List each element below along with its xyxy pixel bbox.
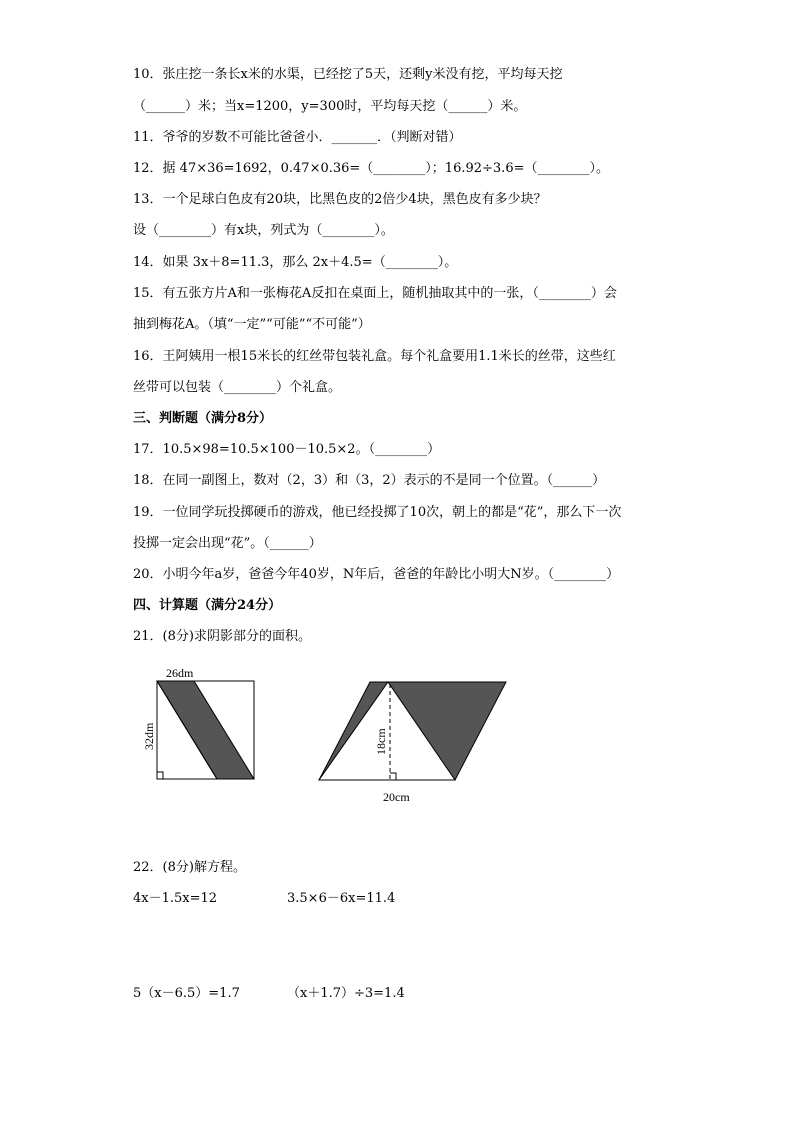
question-18: 18．在同一副图上，数对（2，3）和（3，2）表示的不是同一个位置。（______） [133, 473, 606, 488]
left-top-label: 26dm [166, 666, 194, 680]
equation-2: 3.5×6－6x=11.4 [287, 891, 396, 906]
question-16-line-2: 丝带可以包装（________）个礼盒。 [133, 380, 342, 395]
question-17: 17．10.5×98=10.5×100－10.5×2。（________） [133, 442, 441, 457]
question-15-line-2: 抽到梅花A。（填“一定”“可能”“不可能”） [133, 317, 371, 332]
question-11: 11．爷爷的岁数不可能比爸爸小．_______．（判断对错） [133, 130, 462, 145]
question-12: 12．据 47×36=1692，0.47×0.36=（________）；16.92÷3.6=（________）。 [133, 161, 609, 176]
right-base-label: 20cm [383, 790, 410, 804]
question-20: 20．小明今年a岁，爸爸今年40岁，N年后，爸爸的年龄比小明大N岁。（________） [133, 567, 620, 582]
right-height-label: 18cm [374, 728, 388, 755]
question-13-line-2: 设（________）有x块，列式为（________）。 [133, 223, 394, 238]
question-21: 21．(8分)求阴影部分的面积。 [133, 629, 311, 644]
equation-1: 4x－1.5x=12 [133, 891, 218, 906]
question-19-line-1: 19．一位同学玩投掷硬币的游戏，他已经投掷了10次，朝上的都是“花”，那么下一次 [133, 505, 622, 520]
left-figure [142, 666, 254, 779]
question-19-line-2: 投掷一定会出现“花”。（______） [133, 536, 322, 551]
question-10-line-2: （______）米；当x=1200，y=300时，平均每天挖（______）米。 [133, 99, 527, 114]
question-13-line-1: 13．一个足球白色皮有20块，比黑色皮的2倍少4块，黑色皮有多少块？ [133, 192, 547, 207]
left-side-label: 32dm [142, 722, 156, 750]
question-10-line-1: 10．张庄挖一条长x米的水渠，已经挖了5天，还剩y米没有挖，平均每天挖 [133, 67, 563, 82]
equation-4: （x＋1.7）÷3=1.4 [287, 986, 405, 1001]
section-4-heading: 四、计算题（满分24分） [133, 598, 282, 613]
question-14: 14．如果 3x＋8=11.3，那么 2x＋4.5=（________）。 [133, 255, 458, 270]
question-15-line-1: 15．有五张方片A和一张梅花A反扣在桌面上，随机抽取其中的一张，（________）会 [133, 286, 617, 301]
question-22-title: 22．(8分)解方程。 [133, 860, 246, 875]
question-16-line-1: 16．王阿姨用一根15米长的红丝带包装礼盒。每个礼盒要用1.1米长的丝带，这些红 [133, 349, 616, 364]
equation-3: 5（x－6.5）=1.7 [133, 986, 240, 1001]
right-figure [319, 682, 506, 804]
section-3-heading: 三、判断题（满分8分） [133, 411, 273, 426]
